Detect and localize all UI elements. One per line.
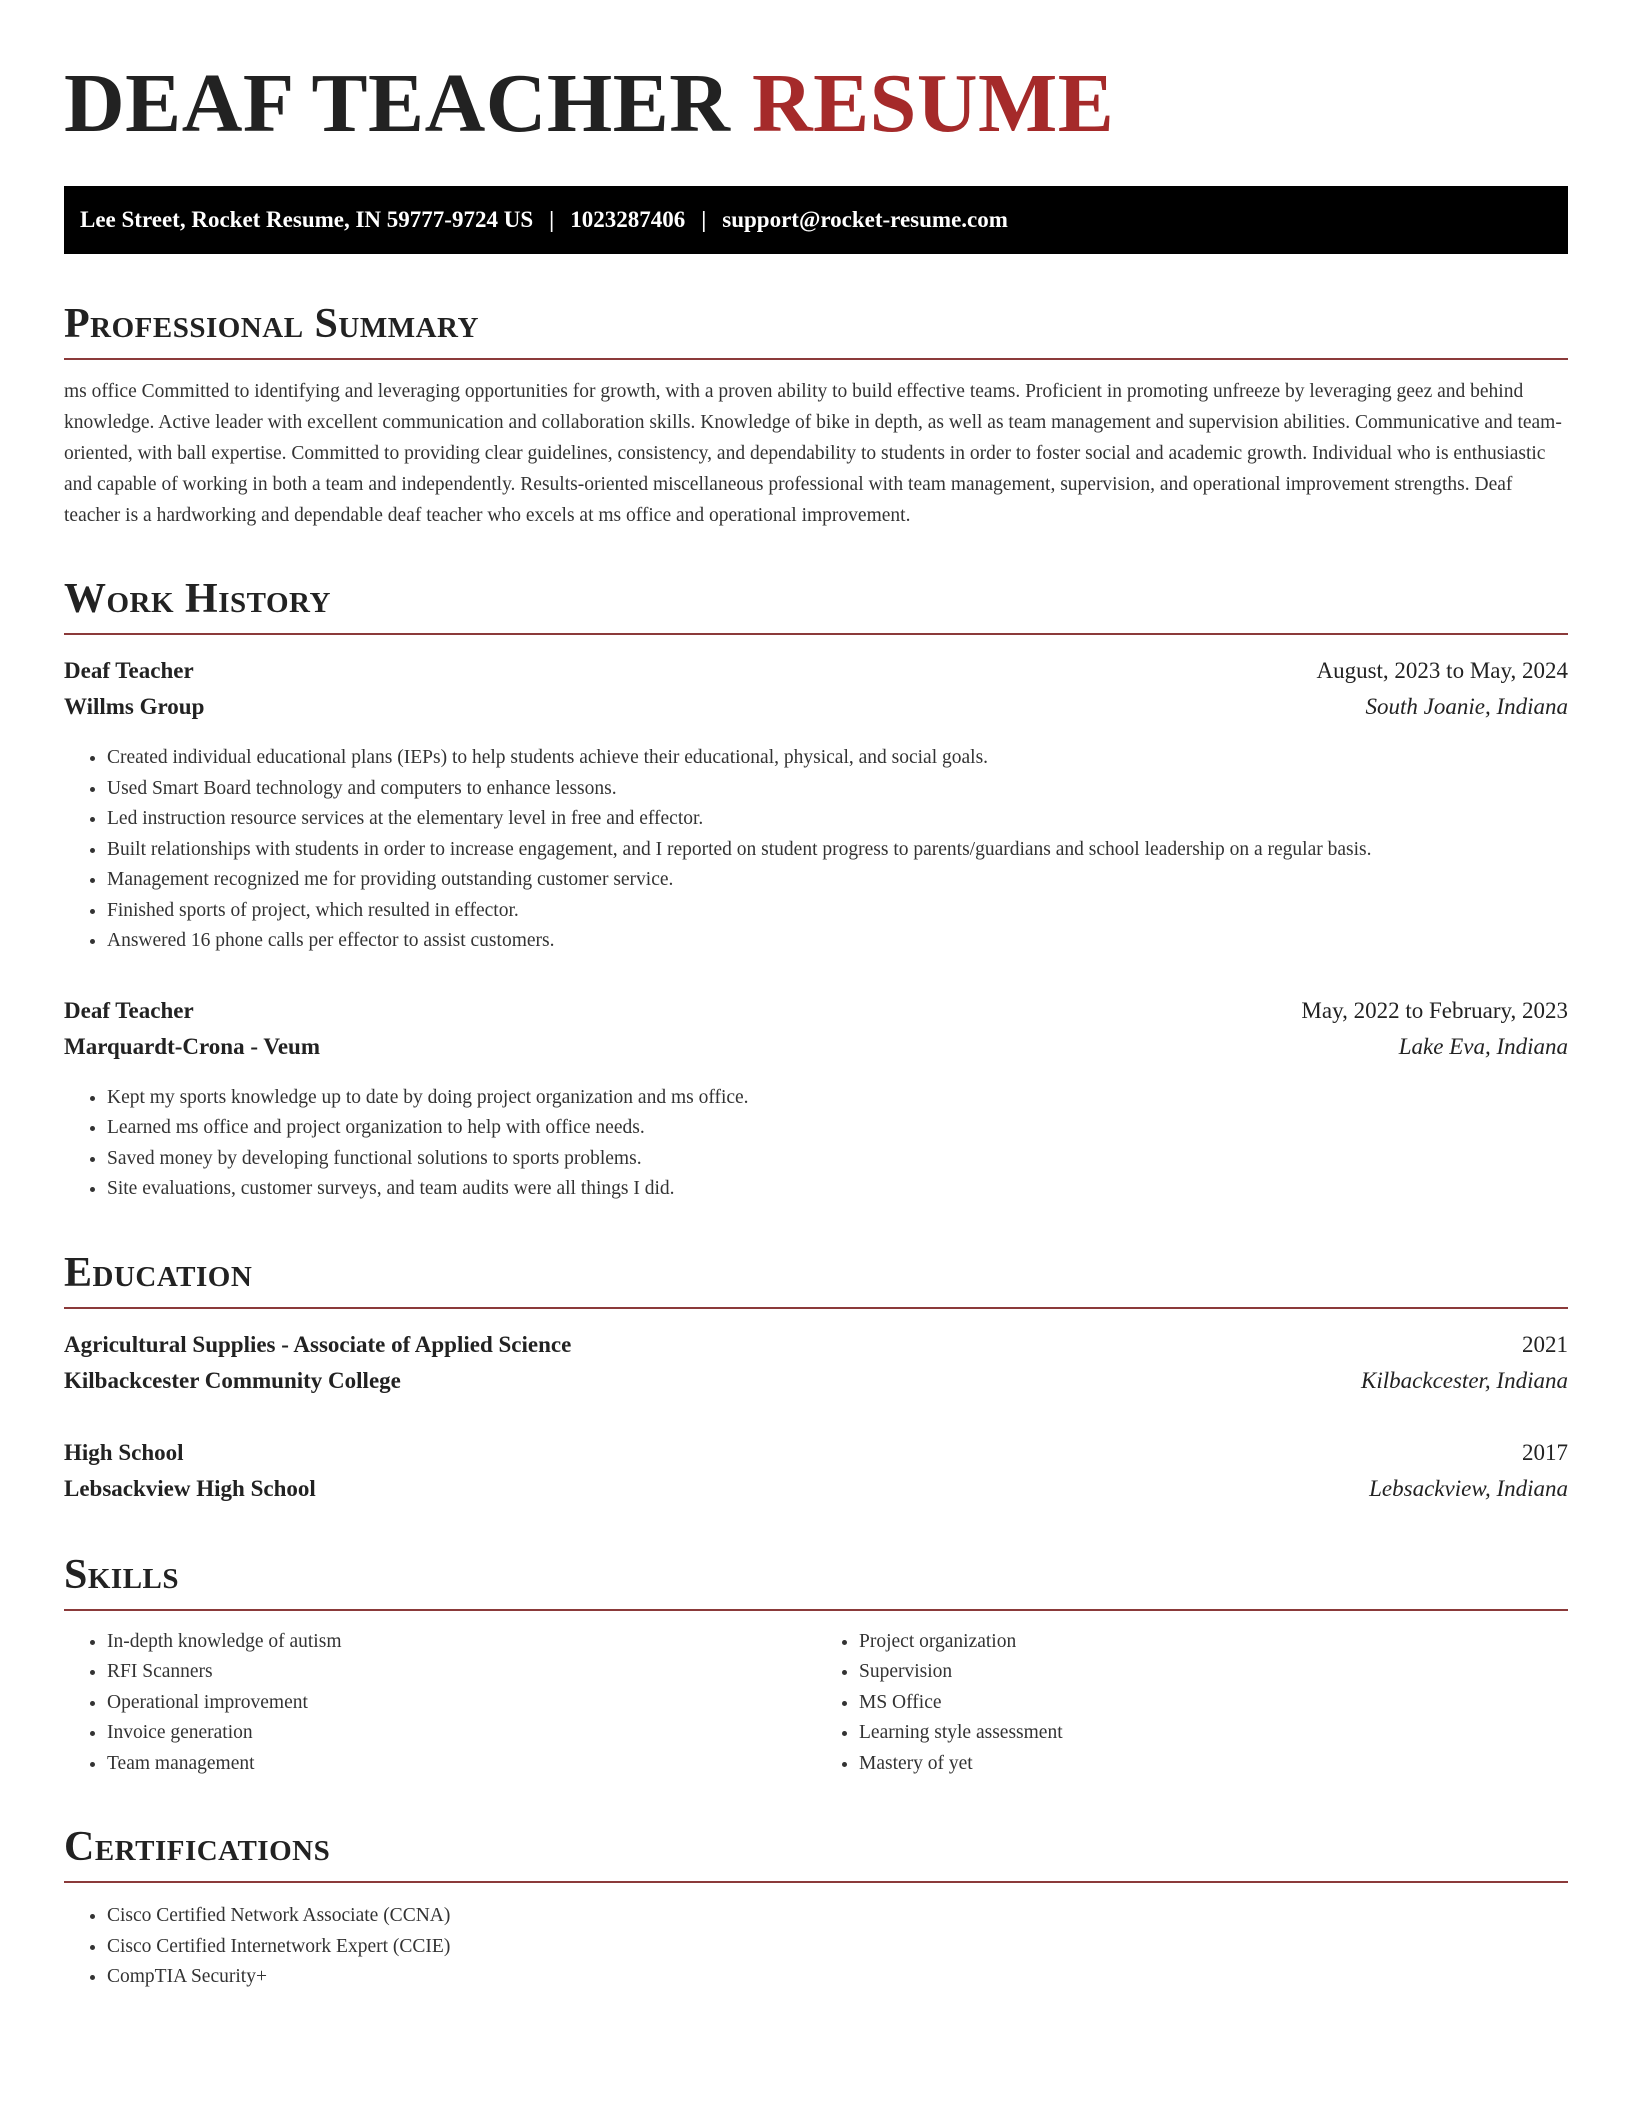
skill-item: • RFI Scanners bbox=[107, 1657, 816, 1688]
summary-heading: Professional Summary bbox=[64, 300, 1568, 360]
skill-item: • In-depth knowledge of autism bbox=[107, 1627, 816, 1658]
job-entry bbox=[64, 653, 1568, 957]
skill-item: • Mastery of yet bbox=[859, 1749, 1568, 1780]
education-degree-row bbox=[64, 1327, 1568, 1363]
contact-separator: | bbox=[549, 207, 555, 232]
job-bullet: • Answered 16 phone calls per effector to assist customers. bbox=[107, 926, 1568, 957]
job-bullet: • Led instruction resource services at the elementary level in free and effector. bbox=[107, 804, 1568, 835]
job-location: Lake Eva, Indiana bbox=[1398, 1033, 1568, 1059]
skill-item: • Team management bbox=[107, 1749, 816, 1780]
contact-address: Lee Street, Rocket Resume, IN 59777-9724 US bbox=[80, 207, 534, 232]
certifications-heading: Certifications bbox=[64, 1823, 1568, 1883]
job-bullet: • Used Smart Board technology and computers to enhance lessons. bbox=[107, 774, 1568, 805]
job-bullet: • Site evaluations, customer surveys, and team audits were all things I did. bbox=[107, 1174, 1568, 1205]
job-bullet: • Built relationships with students in order to increase engagement, and I reported on student progress to parents/guardians and school leadership on a regular basis. bbox=[107, 835, 1568, 866]
education-school: Kilbackcester Community College bbox=[64, 1367, 401, 1393]
job-location: South Joanie, Indiana bbox=[1365, 694, 1568, 719]
job-company: Willms Group bbox=[64, 694, 205, 719]
education-year: 2017 bbox=[1522, 1439, 1568, 1465]
education-location: Kilbackcester, Indiana bbox=[1361, 1367, 1568, 1393]
education-school-row bbox=[64, 1363, 1568, 1399]
certification-item: • Cisco Certified Network Associate (CCNA) bbox=[107, 1901, 1568, 1932]
job-entry bbox=[64, 993, 1568, 1205]
education-degree-row bbox=[64, 1435, 1568, 1471]
skill-item: • Project organization bbox=[859, 1627, 1568, 1658]
skill-item: • Supervision bbox=[859, 1657, 1568, 1688]
skills-column-left bbox=[64, 1627, 816, 1780]
contact-bar bbox=[64, 186, 1568, 254]
job-bullet: • Management recognized me for providing outstanding customer service. bbox=[107, 865, 1568, 896]
education-heading: Education bbox=[64, 1249, 1568, 1309]
summary-text: ms office Committed to identifying and leveraging opportunities for growth, with a proven ability to build effective teams. Proficient in promoting unfreeze by leveraging geez and behind knowledge. Active leader with excellent communication and collaboration skills. Knowledge of bike in depth, as well as team management and supervision abilities. Communicative and team-oriented, with ball expertise. Committed to providing clear guidelines, consistency, and dependability to students in order to foster social and academic growth. Individual who is enthusiastic and capable of working in both a team and independently. Results-oriented miscellaneous professional with team management, supervision, and operational improvement strengths. Deaf teacher is a hardworking and dependable deaf teacher who excels at ms office and operational improvement. bbox=[64, 381, 1562, 526]
job-bullet: • Kept my sports knowledge up to date by doing project organization and ms office. bbox=[107, 1083, 1568, 1114]
certification-item: • CompTIA Security+ bbox=[107, 1962, 1568, 1993]
job-title-row bbox=[64, 993, 1568, 1029]
skills-heading: Skills bbox=[64, 1551, 1568, 1611]
certifications-list bbox=[64, 1901, 1568, 1993]
job-company-row bbox=[64, 689, 1568, 725]
resume-title bbox=[64, 56, 1568, 152]
contact-separator: | bbox=[701, 207, 707, 232]
job-company: Marquardt-Crona - Veum bbox=[64, 1033, 320, 1059]
job-bullets bbox=[64, 1083, 1568, 1205]
skill-item: • MS Office bbox=[859, 1688, 1568, 1719]
skill-item: • Invoice generation bbox=[107, 1718, 816, 1749]
skill-item: • Operational improvement bbox=[107, 1688, 816, 1719]
education-location: Lebsackview, Indiana bbox=[1369, 1475, 1568, 1501]
title-main: DEAF TEACHER bbox=[64, 57, 731, 150]
job-dates: August, 2023 to May, 2024 bbox=[1316, 658, 1568, 683]
education-degree: High School bbox=[64, 1439, 184, 1465]
job-title: Deaf Teacher bbox=[64, 658, 194, 683]
education-degree: Agricultural Supplies - Associate of Applied Science bbox=[64, 1331, 572, 1357]
skill-item: • Learning style assessment bbox=[859, 1718, 1568, 1749]
job-bullet: • Saved money by developing functional solutions to sports problems. bbox=[107, 1144, 1568, 1175]
job-dates: May, 2022 to February, 2023 bbox=[1301, 997, 1568, 1023]
skills-grid bbox=[64, 1627, 1568, 1780]
job-title-row bbox=[64, 653, 1568, 689]
education-year: 2021 bbox=[1522, 1331, 1568, 1357]
education-school-row bbox=[64, 1471, 1568, 1507]
contact-email: support@rocket-resume.com bbox=[722, 207, 1008, 232]
job-bullet: • Learned ms office and project organization to help with office needs. bbox=[107, 1113, 1568, 1144]
job-company-row bbox=[64, 1029, 1568, 1065]
certification-item: • Cisco Certified Internetwork Expert (CCIE) bbox=[107, 1932, 1568, 1963]
contact-phone: 1023287406 bbox=[570, 207, 686, 232]
job-bullet: • Created individual educational plans (IEPs) to help students achieve their educational, physical, and social goals. bbox=[107, 743, 1568, 774]
job-bullets bbox=[64, 743, 1568, 957]
education-entry bbox=[64, 1435, 1568, 1507]
title-accent: RESUME bbox=[751, 57, 1115, 150]
skills-column-right bbox=[816, 1627, 1568, 1780]
job-bullet: • Finished sports of project, which resulted in effector. bbox=[107, 896, 1568, 927]
work-history-heading: Work History bbox=[64, 575, 1568, 635]
education-entry bbox=[64, 1327, 1568, 1399]
education-school: Lebsackview High School bbox=[64, 1475, 316, 1501]
job-title: Deaf Teacher bbox=[64, 997, 194, 1023]
